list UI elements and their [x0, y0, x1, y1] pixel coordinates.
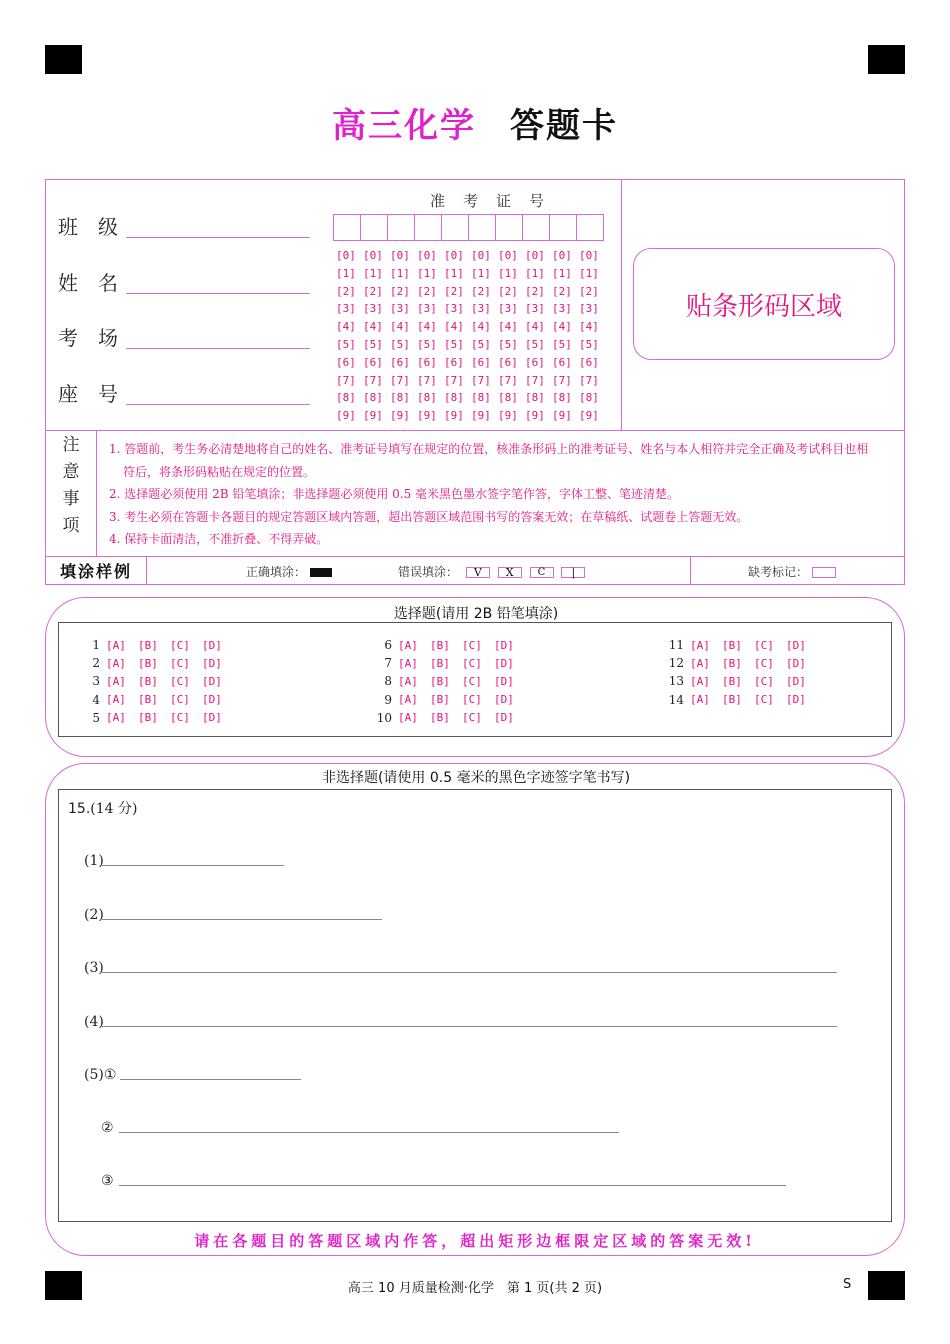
exam-number-bubble[interactable]: [6] — [417, 355, 437, 369]
exam-number-bubble[interactable]: [0] — [579, 249, 599, 262]
exam-number-bubble[interactable]: [8] — [579, 391, 599, 405]
answer-blank-5-1[interactable]: (5)① — [84, 1067, 116, 1083]
exam-number-bubble[interactable]: [5] — [336, 337, 356, 351]
choice-option-bubble[interactable]: [A] — [106, 638, 126, 652]
seat-number-label: 座 号 — [58, 382, 118, 406]
page-title — [0, 98, 950, 147]
name-field[interactable] — [58, 267, 124, 296]
exam-number-bubble[interactable]: [7] — [552, 373, 572, 387]
exam-number-boxes[interactable] — [333, 214, 604, 241]
choice-option-bubble[interactable]: [D] — [786, 656, 806, 670]
choice-question-row — [664, 672, 818, 690]
choice-option-bubble[interactable]: [C] — [754, 656, 774, 670]
exam-number-bubble[interactable]: [7] — [363, 373, 383, 387]
nonchoice-section-title: 非选择题(请使用 0.5 毫米的黑色字迹签字笔书写) — [321, 770, 631, 786]
choice-question-row — [664, 654, 818, 672]
choice-option-bubble[interactable]: [A] — [106, 656, 126, 670]
exam-number-bubble[interactable]: [9] — [444, 409, 464, 423]
exam-number-bubble[interactable]: [0] — [552, 249, 572, 262]
choice-option-bubble[interactable]: [C] — [170, 638, 190, 652]
exam-room-label: 考 场 — [58, 326, 118, 350]
exam-number-bubble[interactable]: [5] — [471, 337, 491, 351]
choice-option-bubble[interactable]: [A] — [398, 674, 418, 688]
exam-number-bubble[interactable]: [8] — [444, 391, 464, 405]
exam-number-bubble[interactable]: [3] — [363, 302, 383, 316]
choice-question-row — [80, 672, 234, 690]
alignment-mark-top-left — [45, 45, 82, 74]
question-number: 10 — [376, 710, 392, 725]
choice-column — [80, 636, 234, 727]
exam-number-bubble[interactable]: [8] — [363, 391, 383, 405]
exam-number-bubble[interactable]: [5] — [498, 337, 518, 351]
choice-option-bubble[interactable]: [A] — [690, 693, 710, 707]
wrong-circle-icon: C — [530, 567, 554, 578]
choice-question-row — [372, 691, 526, 709]
choice-question-row — [80, 654, 234, 672]
choice-option-bubble[interactable]: [B] — [138, 638, 158, 652]
exam-number-bubble[interactable]: [0] — [471, 249, 491, 262]
choice-option-bubble[interactable]: [C] — [170, 656, 190, 670]
choice-option-bubble[interactable]: [B] — [722, 674, 742, 688]
question-number: 5 — [92, 710, 100, 725]
exam-number-bubble[interactable]: [4] — [579, 320, 599, 334]
choice-question-row — [372, 672, 526, 690]
exam-number-bubble[interactable]: [5] — [390, 337, 410, 351]
exam-number-bubble[interactable]: [0] — [363, 249, 383, 262]
question-number: 3 — [92, 674, 100, 689]
exam-number-bubble[interactable]: [9] — [390, 409, 410, 423]
exam-number-bubble[interactable]: [5] — [444, 337, 464, 351]
choice-option-bubble[interactable]: [A] — [398, 711, 418, 725]
question-number: 14 — [668, 692, 684, 707]
choice-option-bubble[interactable]: [B] — [722, 656, 742, 670]
exam-number-bubble[interactable]: [2] — [525, 284, 545, 298]
exam-number-bubble-row — [336, 320, 606, 338]
choice-option-bubble[interactable]: [C] — [170, 674, 190, 688]
exam-number-bubble[interactable]: [2] — [444, 284, 464, 298]
choice-option-bubble[interactable]: [B] — [430, 674, 450, 688]
exam-number-bubble[interactable]: [6] — [471, 355, 491, 369]
exam-number-bubble[interactable]: [7] — [390, 373, 410, 387]
choice-section-title: 选择题(请用 2B 铅笔填涂) — [393, 606, 559, 622]
class-field[interactable] — [58, 211, 124, 240]
exam-number-bubble[interactable]: [2] — [579, 284, 599, 298]
exam-number-bubble[interactable]: [8] — [552, 391, 572, 405]
exam-number-bubble-row — [336, 267, 606, 285]
note-item: 符后，将条形码粘贴在规定的位置。 — [123, 464, 316, 479]
choice-option-bubble[interactable]: [A] — [690, 656, 710, 670]
absent-mark[interactable]: 缺考标记： — [748, 563, 836, 580]
exam-number-bubble[interactable]: [0] — [498, 249, 518, 262]
choice-option-bubble[interactable]: [D] — [202, 693, 222, 707]
absent-box-icon — [812, 567, 836, 578]
choice-option-bubble[interactable]: [D] — [494, 656, 514, 670]
question-number: 11 — [668, 638, 684, 653]
exam-number-bubble[interactable]: [1] — [444, 266, 464, 280]
choice-question-row — [80, 636, 234, 654]
exam-number-bubble[interactable]: [6] — [579, 355, 599, 369]
exam-number-bubble[interactable]: [1] — [390, 266, 410, 280]
exam-number-bubble[interactable]: [6] — [444, 355, 464, 369]
exam-number-bubble[interactable]: [9] — [579, 409, 599, 423]
exam-number-bubble[interactable]: [5] — [525, 337, 545, 351]
question-number: 8 — [384, 674, 392, 689]
notes-list — [109, 438, 899, 551]
choice-option-bubble[interactable]: [C] — [462, 638, 482, 652]
exam-number-bubble[interactable]: [2] — [417, 284, 437, 298]
choice-option-bubble[interactable]: [D] — [202, 638, 222, 652]
exam-number-bubble[interactable]: [6] — [552, 355, 572, 369]
answer-blank-4[interactable]: (4) — [84, 1014, 104, 1030]
filled-box-icon — [310, 568, 332, 577]
choice-option-bubble[interactable]: [C] — [462, 711, 482, 725]
exam-number-bubble[interactable]: [3] — [525, 302, 545, 316]
exam-number-bubble-row — [336, 409, 606, 427]
exam-room-field[interactable] — [58, 322, 124, 351]
choice-question-row — [80, 691, 234, 709]
wrong-cross-icon: X — [498, 567, 522, 578]
exam-number-bubble[interactable]: [7] — [525, 373, 545, 387]
choice-option-bubble[interactable]: [A] — [106, 693, 126, 707]
alignment-mark-top-right — [868, 45, 905, 74]
answer-blank-2[interactable]: (2) — [84, 907, 104, 923]
choice-question-row — [664, 691, 818, 709]
exam-number-bubble[interactable]: [2] — [390, 284, 410, 298]
choice-option-bubble[interactable]: [C] — [462, 656, 482, 670]
choice-option-bubble[interactable]: [C] — [462, 674, 482, 688]
choice-question-row — [372, 654, 526, 672]
choice-option-bubble[interactable]: [D] — [202, 711, 222, 725]
exam-number-bubble[interactable]: [1] — [417, 266, 437, 280]
exam-number-bubble[interactable]: [2] — [336, 284, 356, 298]
exam-number-bubble[interactable]: [7] — [444, 373, 464, 387]
choice-option-bubble[interactable]: [A] — [398, 638, 418, 652]
seat-number-field[interactable] — [58, 378, 124, 407]
footer-letter: S — [843, 1277, 852, 1292]
exam-number-bubble[interactable]: [8] — [471, 391, 491, 405]
exam-number-bubble[interactable]: [9] — [498, 409, 518, 423]
exam-number-bubble-row — [336, 249, 606, 267]
exam-number-bubble[interactable]: [9] — [336, 409, 356, 423]
class-label: 班 级 — [58, 215, 118, 239]
choice-option-bubble[interactable]: [A] — [690, 674, 710, 688]
exam-number-bubble[interactable]: [2] — [471, 284, 491, 298]
exam-number-bubble[interactable]: [4] — [417, 320, 437, 334]
choice-option-bubble[interactable]: [B] — [138, 656, 158, 670]
exam-number-title: 准考证号 — [429, 192, 562, 210]
exam-number-bubble-row — [336, 356, 606, 374]
choice-option-bubble[interactable]: [A] — [106, 674, 126, 688]
exam-number-bubble[interactable]: [1] — [336, 266, 356, 280]
choice-option-bubble[interactable]: [D] — [494, 711, 514, 725]
exam-number-bubble[interactable]: [4] — [525, 320, 545, 334]
question-number: 1 — [92, 638, 100, 653]
choice-option-bubble[interactable]: [C] — [462, 693, 482, 707]
exam-number-bubble-row — [336, 374, 606, 392]
exam-number-bubble[interactable]: [4] — [336, 320, 356, 334]
exam-number-bubble[interactable]: [2] — [552, 284, 572, 298]
exam-number-bubble[interactable]: [4] — [444, 320, 464, 334]
exam-number-bubble-row — [336, 338, 606, 356]
exam-number-bubble[interactable]: [0] — [336, 249, 356, 262]
choice-option-bubble[interactable]: [B] — [430, 638, 450, 652]
exam-number-bubble[interactable]: [5] — [363, 337, 383, 351]
choice-option-bubble[interactable]: [A] — [398, 693, 418, 707]
title-main: 高三化学 — [332, 106, 476, 146]
choice-option-bubble[interactable]: [C] — [170, 693, 190, 707]
page-footer: 高三 10 月质量检测·化学 第 1 页(共 2 页) — [347, 1281, 603, 1296]
exam-number-bubble[interactable]: [8] — [525, 391, 545, 405]
choice-question-row — [372, 709, 526, 727]
choice-option-bubble[interactable]: [D] — [786, 638, 806, 652]
exam-number-bubble[interactable]: [9] — [552, 409, 572, 423]
choice-option-bubble[interactable]: [D] — [786, 674, 806, 688]
choice-option-bubble[interactable]: [D] — [786, 693, 806, 707]
question-number: 13 — [668, 674, 684, 689]
exam-number-bubble[interactable]: [7] — [417, 373, 437, 387]
answer-area-warning: 请在各题目的答题区域内作答，超出矩形边框限定区域的答案无效! — [194, 1232, 756, 1250]
answer-blank-3[interactable]: (3) — [84, 960, 104, 976]
exam-number-bubble[interactable]: [7] — [498, 373, 518, 387]
name-label: 姓 名 — [58, 271, 118, 295]
exam-number-bubble[interactable]: [3] — [498, 302, 518, 316]
choice-question-row — [664, 636, 818, 654]
exam-number-bubble[interactable]: [9] — [471, 409, 491, 423]
exam-number-bubble[interactable]: [3] — [417, 302, 437, 316]
exam-number-bubble[interactable]: [1] — [579, 266, 599, 280]
choice-option-bubble[interactable]: [B] — [138, 693, 158, 707]
answer-blank-5-3[interactable]: ③ — [101, 1173, 114, 1189]
note-item: 1. 答题前，考生务必清楚地将自己的姓名、准考证号填写在规定的位置，核准条形码上的准考证号、姓名与本人相符并完全正确及考试科目也相 — [109, 442, 869, 456]
exam-number-bubble[interactable]: [7] — [336, 373, 356, 387]
choice-option-bubble[interactable]: [D] — [494, 674, 514, 688]
exam-number-bubble[interactable]: [3] — [552, 302, 572, 316]
exam-number-bubble-row — [336, 302, 606, 320]
choice-option-bubble[interactable]: [D] — [202, 656, 222, 670]
choice-option-bubble[interactable]: [A] — [106, 711, 126, 725]
choice-option-bubble[interactable]: [C] — [754, 693, 774, 707]
exam-number-bubble[interactable]: [4] — [390, 320, 410, 334]
exam-number-bubble[interactable]: [5] — [417, 337, 437, 351]
note-item: 4. 保持卡面清洁，不准折叠、不得弄破。 — [109, 532, 329, 546]
choice-option-bubble[interactable]: [A] — [690, 638, 710, 652]
wrong-check-icon: V — [466, 567, 490, 578]
exam-number-bubble[interactable]: [1] — [471, 266, 491, 280]
exam-number-bubble[interactable]: [2] — [498, 284, 518, 298]
notes-title: 注 意 事 项 — [62, 435, 80, 536]
header-box — [45, 179, 905, 585]
exam-number-bubble[interactable]: [9] — [363, 409, 383, 423]
exam-number-bubble[interactable]: [5] — [552, 337, 572, 351]
exam-number-bubble[interactable]: [0] — [444, 249, 464, 262]
exam-number-bubble[interactable]: [8] — [498, 391, 518, 405]
choice-option-bubble[interactable]: [B] — [430, 656, 450, 670]
choice-option-bubble[interactable]: [C] — [754, 638, 774, 652]
choice-option-bubble[interactable]: [C] — [754, 674, 774, 688]
choice-option-bubble[interactable]: [D] — [494, 638, 514, 652]
exam-number-bubble[interactable]: [4] — [552, 320, 572, 334]
exam-number-bubble[interactable]: [6] — [525, 355, 545, 369]
exam-number-bubble[interactable]: [5] — [579, 337, 599, 351]
question-number: 2 — [92, 656, 100, 671]
note-item: 2. 选择题必须使用 2B 铅笔填涂；非选择题必须使用 0.5 毫米黑色墨水签字笔作答，字体工整、笔迹清楚。 — [109, 487, 680, 501]
exam-number-bubble[interactable]: [9] — [417, 409, 437, 423]
wrong-fill-example: 错误填涂： V X C | — [398, 563, 585, 580]
exam-number-bubble[interactable]: [6] — [363, 355, 383, 369]
choice-option-bubble[interactable]: [B] — [722, 693, 742, 707]
choice-column — [664, 636, 818, 709]
exam-number-bubble[interactable]: [6] — [498, 355, 518, 369]
question-number: 12 — [668, 656, 684, 671]
exam-number-bubble-row — [336, 391, 606, 409]
exam-number-bubble-row — [336, 285, 606, 303]
question-number: 9 — [384, 692, 392, 707]
nonchoice-answer-area[interactable] — [58, 789, 892, 1222]
exam-number-bubble[interactable]: [1] — [363, 266, 383, 280]
exam-number-bubble[interactable]: [1] — [525, 266, 545, 280]
choice-option-bubble[interactable]: [A] — [398, 656, 418, 670]
wrong-line-icon: | — [561, 567, 585, 578]
choice-option-bubble[interactable]: [C] — [170, 711, 190, 725]
barcode-area: 贴条形码区域 — [633, 248, 895, 360]
exam-number-bubble[interactable]: [1] — [552, 266, 572, 280]
exam-number-bubble[interactable]: [0] — [390, 249, 410, 262]
choice-option-bubble[interactable]: [B] — [138, 711, 158, 725]
choice-question-row — [372, 636, 526, 654]
exam-number-bubble[interactable]: [1] — [498, 266, 518, 280]
choice-option-bubble[interactable]: [B] — [430, 693, 450, 707]
exam-number-bubble[interactable]: [9] — [525, 409, 545, 423]
exam-number-bubble[interactable]: [3] — [444, 302, 464, 316]
question-number: 4 — [92, 692, 100, 707]
exam-number-bubble[interactable]: [8] — [336, 391, 356, 405]
exam-number-bubble[interactable]: [0] — [525, 249, 545, 262]
exam-number-bubble[interactable]: [4] — [471, 320, 491, 334]
exam-number-bubble[interactable]: [4] — [498, 320, 518, 334]
choice-option-bubble[interactable]: [B] — [722, 638, 742, 652]
exam-number-bubble[interactable]: [2] — [363, 284, 383, 298]
exam-number-bubbles[interactable] — [336, 249, 606, 427]
exam-number-bubble[interactable]: [3] — [579, 302, 599, 316]
correct-fill-example: 正确填涂： — [246, 563, 332, 580]
choice-option-bubble[interactable]: [D] — [494, 693, 514, 707]
exam-number-bubble[interactable]: [3] — [336, 302, 356, 316]
choice-column — [372, 636, 526, 727]
exam-number-bubble[interactable]: [8] — [417, 391, 437, 405]
exam-number-bubble[interactable]: [6] — [336, 355, 356, 369]
note-item: 3. 考生必须在答题卡各题目的规定答题区域内答题，超出答题区域范围书写的答案无效；在草稿纸、试题卷上答题无效。 — [109, 509, 749, 524]
exam-number-bubble[interactable]: [4] — [363, 320, 383, 334]
choice-option-bubble[interactable]: [B] — [138, 674, 158, 688]
question-number: 7 — [384, 656, 392, 671]
exam-number-bubble[interactable]: [3] — [471, 302, 491, 316]
choice-option-bubble[interactable]: [D] — [202, 674, 222, 688]
answer-blank-5-2[interactable]: ② — [101, 1120, 114, 1136]
question-15-header: 15.(14 分) — [68, 801, 138, 817]
fill-example-label: 填涂样例 — [59, 562, 132, 581]
answer-blank-1[interactable]: (1) — [84, 853, 104, 869]
exam-number-bubble[interactable]: [0] — [417, 249, 437, 262]
choice-question-row — [80, 709, 234, 727]
question-number: 6 — [384, 638, 392, 653]
exam-number-bubble[interactable]: [6] — [390, 355, 410, 369]
exam-number-bubble[interactable]: [8] — [390, 391, 410, 405]
exam-number-bubble[interactable]: [3] — [390, 302, 410, 316]
exam-number-bubble[interactable]: [7] — [471, 373, 491, 387]
exam-number-bubble[interactable]: [7] — [579, 373, 599, 387]
title-sub: 答题卡 — [510, 106, 618, 146]
choice-option-bubble[interactable]: [B] — [430, 711, 450, 725]
